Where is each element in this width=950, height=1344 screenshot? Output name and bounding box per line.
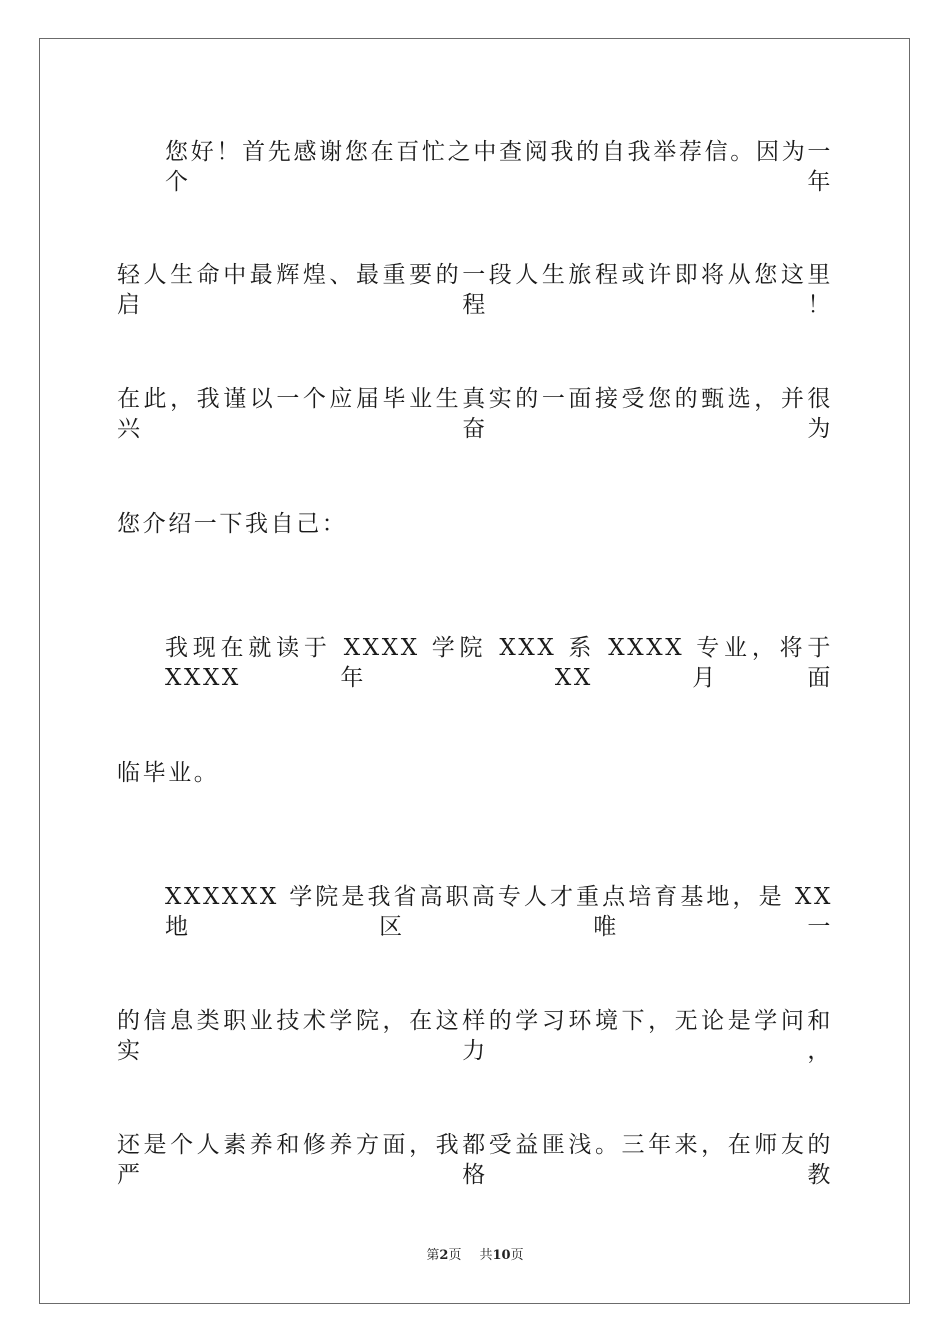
- text-line-4: 您介绍一下我自己：: [117, 511, 348, 537]
- page-footer: [0, 1247, 950, 1265]
- text-line-5: 我现在就读于 XXXX 学院 XXX 系 XXXX 专业，将于 XXXX 年 XX 月面: [165, 635, 833, 691]
- text-line-8: 的信息类职业技术学院，在这样的学习环境下，无论是学问和实力，: [117, 1008, 833, 1064]
- total-prefix: 共: [479, 1248, 493, 1263]
- text-line-6: 临毕业。: [117, 760, 220, 786]
- text-line-9: 还是个人素养和修养方面，我都受益匪浅。三年来，在师友的严格教: [117, 1132, 833, 1188]
- text-line-7: XXXXXX 学院是我省高职高专人才重点培育基地，是 XX 地区唯一: [165, 884, 833, 940]
- text-line-1: 您好！首先感谢您在百忙之中查阅我的自我举荐信。因为一个年: [165, 139, 833, 195]
- page-number: 2: [439, 1248, 449, 1263]
- total-suffix: 页: [510, 1248, 524, 1263]
- page-suffix: 页: [448, 1248, 462, 1263]
- page-prefix: 第: [426, 1248, 440, 1263]
- text-line-2: 轻人生命中最辉煌、最重要的一段人生旅程或许即将从您这里启程！: [117, 262, 833, 318]
- total-pages: 10: [492, 1248, 511, 1263]
- text-line-3: 在此，我谨以一个应届毕业生真实的一面接受您的甄选，并很兴奋为: [117, 386, 833, 442]
